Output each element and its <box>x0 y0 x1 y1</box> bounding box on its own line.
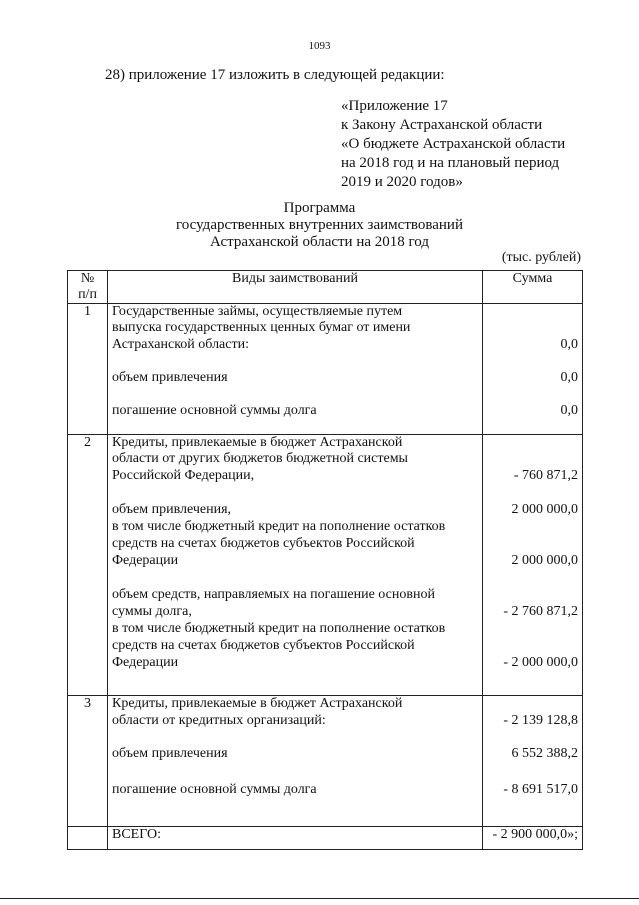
desc-line: суммы долга, <box>112 604 192 619</box>
desc-line: объем привлечения <box>112 746 228 761</box>
page-bottom-edge <box>0 898 639 899</box>
appendix-line: «Приложение 17 <box>341 98 448 114</box>
amount-value: 2 000 000,0 <box>511 553 578 568</box>
row-number: 1 <box>68 304 108 435</box>
amount-value: - 2 139 128,8 <box>503 713 578 728</box>
desc-line: выпуска государственных ценных бумаг от имени <box>112 320 411 335</box>
intro-text: 28) приложение 17 изложить в следующей редакции: <box>105 67 445 83</box>
appendix-line: на 2018 год и на плановый период <box>341 155 560 171</box>
desc-line: средств на счетах бюджетов субъектов Российской <box>112 638 415 653</box>
amount-value: - 2 760 871,2 <box>503 604 578 619</box>
desc-line: погашение основной суммы долга <box>112 782 317 797</box>
table-row <box>68 696 583 827</box>
row-description <box>108 435 483 696</box>
title-line: государственных внутренних заимствований <box>176 217 463 233</box>
table-row <box>68 435 583 696</box>
header-sum: Сумма <box>483 271 583 304</box>
amount-value: 0,0 <box>560 370 578 385</box>
amount-value: 2 000 000,0 <box>511 502 578 517</box>
appendix-line: «О бюджете Астраханской области <box>341 136 566 152</box>
row-number: 3 <box>68 696 108 827</box>
row-amount <box>483 435 583 696</box>
total-label: ВСЕГО: <box>108 827 483 850</box>
row-description <box>108 696 483 827</box>
row-number: 2 <box>68 435 108 696</box>
desc-line: Кредиты, привлекаемые в бюджет Астраханской <box>112 696 403 711</box>
title-line: Астраханской области на 2018 год <box>209 234 430 250</box>
appendix-reference <box>341 97 565 192</box>
desc-line: Федерации <box>112 553 179 568</box>
desc-line: Государственные займы, осуществляемые путем <box>112 304 403 319</box>
desc-line: в том числе бюджетный кредит на пополнение остатков <box>112 621 446 636</box>
borrowing-table <box>67 270 583 850</box>
appendix-line: 2019 и 2020 годов» <box>341 174 463 190</box>
header-num-line: п/п <box>78 287 97 302</box>
amount-value: - 760 871,2 <box>513 468 578 483</box>
page-number: 1093 <box>308 40 331 52</box>
table-header-row <box>68 271 583 304</box>
amount-value: 0,0 <box>560 403 578 418</box>
desc-line: средств на счетах бюджетов субъектов Российской <box>112 536 415 551</box>
amount-value: - 2 000 000,0 <box>503 655 578 670</box>
total-value: - 2 900 000,0»; <box>483 827 583 850</box>
title-line: Программа <box>283 200 356 216</box>
desc-line: объем привлечения <box>112 370 228 385</box>
total-row <box>68 827 583 850</box>
header-type: Виды заимствований <box>108 271 483 304</box>
table-row <box>68 304 583 435</box>
header-num-line: № <box>80 271 95 286</box>
row-amount <box>483 696 583 827</box>
desc-line: в том числе бюджетный кредит на пополнение остатков <box>112 519 446 534</box>
desc-line: Федерации <box>112 655 179 670</box>
desc-line: Российской Федерации, <box>112 468 255 483</box>
row-description <box>108 304 483 435</box>
total-num-cell <box>68 827 108 850</box>
desc-line: погашение основной суммы долга <box>112 403 317 418</box>
amount-value: - 8 691 517,0 <box>503 782 578 797</box>
desc-line: Астраханской области: <box>112 337 249 352</box>
row-amount <box>483 304 583 435</box>
desc-line: объем привлечения, <box>112 502 232 517</box>
desc-line: области от других бюджетов бюджетной системы <box>112 451 408 466</box>
appendix-line: к Закону Астраханской области <box>341 117 543 133</box>
amount-value: 6 552 388,2 <box>511 746 578 761</box>
desc-line: Кредиты, привлекаемые в бюджет Астраханской <box>112 435 403 450</box>
amount-value: 0,0 <box>560 337 578 352</box>
units-label: (тыс. рублей) <box>501 250 581 265</box>
desc-line: области от кредитных организаций: <box>112 713 326 728</box>
desc-line: объем средств, направляемых на погашение основной <box>112 587 435 602</box>
document-title <box>0 200 639 251</box>
header-num <box>68 271 108 304</box>
